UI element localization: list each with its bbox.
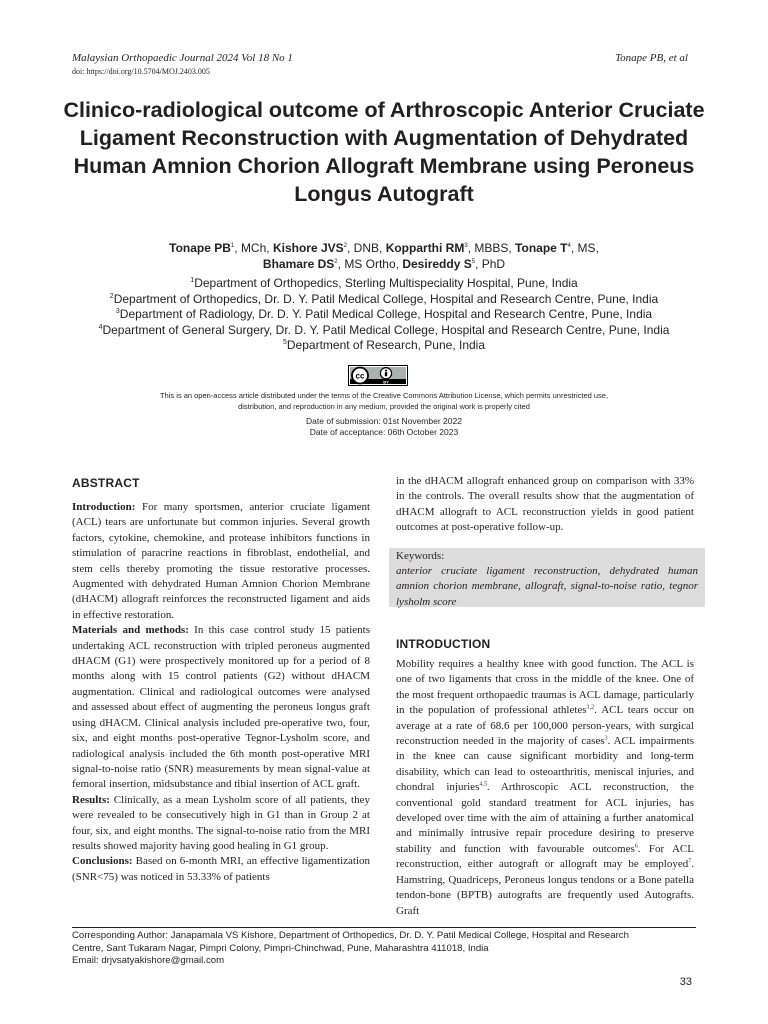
citation: 6 xyxy=(634,843,638,850)
keywords-text: anterior cruciate ligament reconstruction, dehydrated human amnion chorion membrane, allograft, signal-to-noise ratio, tegnor lysholm score xyxy=(396,565,698,608)
running-author: Tonape PB, et al xyxy=(615,52,688,64)
keywords-label: Keywords: xyxy=(396,550,445,562)
article-dates xyxy=(100,416,668,438)
abstract-heading: ABSTRACT xyxy=(72,476,140,490)
affiliation: $^3$Department of Radiology, Dr. D. Y. Patil Medical College, Hospital and Research Centre, Pune, India xyxy=(115,307,653,321)
author: Tonape $PB^1$, MCh, xyxy=(169,241,273,255)
citation: 3 xyxy=(604,735,608,742)
affiliation: $^4$Department of General Surgery, Dr. D. Y. Patil Medical College, Hospital and Research Centre, Pune, India xyxy=(98,322,670,337)
author-list xyxy=(60,240,708,272)
abstract-methods: Materials and methods: In this case control study 15 patients undertaking ACL reconstruction with tripled peroneus augmented dHACM (G1) were prospectively monitored up for a period of 8 months along with 15 control patients (G2) without dHACM augmentation. Clinical and radiological outcomes were analysed and assessed about effect of augmenting the peroneus longus graft using dHACM. Clinical analysis included pre-operative two, four, six, and eight months post-operative Tegnor-Lysholm score, and radiological analysis included the 6th month post-operative MRI signal-to-noise ratio (SNR) measurements by mean signal-value at femoral insertion, midsubstance and tibial insertion of ACL graft. xyxy=(72,624,370,791)
introduction-body: Mobility requires a healthy knee with good function. The ACL is one of two ligaments that cross in the middle of the knee. One of the most frequent orthopaedic traumas is ACL damage, particularly in the population of professional athletes$^{1,2}$. ACL tears occur on average at a rate of 68.6 per 100,000 person-years, with surgical reconstruction needed in the majority of cases$^3$. ACL impairments in the knee can cause significant morbidity and long-term disability, which can lead to osteoarthritis, meniscal injuries, and chondral injuries$^{4,5}$. Arthroscopic ACL reconstruction, the conventional gold standard treatment for ACL injuries, has developed over time with the aim of attaining a further anatomical and minimally intrusive repair procedure desiring to preserve stability and function with favourable outcomes$^6$. For ACL reconstruction, either autograft or allograft may be employed$^7$. Hamstring, Quadriceps, Peroneus longus tendons or a Bone patella tendon-bone (BPTB) autografts are frequently used Autografts. Graft xyxy=(396,658,695,917)
cc-by-license-icon[interactable] xyxy=(348,365,408,386)
affiliation: $^2$Department of Orthopedics, Dr. D. Y. Patil Medical College, Hospital and Research Centre, Pune, India xyxy=(109,291,659,306)
abstract-conclusions-continued: in the dHACM allograft enhanced group on comparison with 33% in the controls. The overall results show that the augmentation of dHACM allograft to ACL reconstruction yields in good patient outcomes at post-operative follow-up. xyxy=(396,475,694,534)
corresponding-email: Email: drjvsatyakishore@gmail.com xyxy=(72,955,225,966)
abstract-introduction: Introduction: For many sportsmen, anterior cruciate ligament (ACL) tears are unfortunate but common injuries. Several growth factors, cytokine, chemokine, and protease inhibitors functions in stimulation of paracrine reactions in fibroblast, endothelial, and stem cells thereby promoting the tissue restorative processes. Augmented with dehydrated Human Amnion Chorion Membrane (dHACM) allograft reinforces the reconstructed ligament and aids in effective restoration. xyxy=(72,501,371,621)
footer-divider xyxy=(72,927,696,928)
author: Kopparthi $RM^3$, MBBS, xyxy=(385,241,516,255)
abstract-conclusions: Conclusions: Based on 6-month MRI, an effective ligamentization (SNR<75) was noticed in 53.33% of patients xyxy=(72,855,371,883)
license-note: This is an open-access article distributed under the terms of the Creative Commons Attribution License, which permits unrestricted use, distribution, and reproduction in any medium, provided the original work is properly cited xyxy=(159,391,609,411)
journal-citation: Malaysian Orthopaedic Journal 2024 Vol 18 No 1 xyxy=(72,52,293,64)
cc-by-label: BY xyxy=(383,379,389,385)
affiliation: $^1$Department of Orthopedics, Sterling Multispeciality Hospital, Pune, India xyxy=(190,276,578,290)
author: Desireddy $S^5$, PhD xyxy=(402,257,506,271)
submission-date: Date of submission: 01st November 2022 xyxy=(306,416,462,426)
acceptance-date: Date of acceptance: 06th October 2023 xyxy=(309,427,459,437)
author: Tonape $T^4$, MS, xyxy=(515,241,599,255)
keywords-box xyxy=(389,548,705,607)
abstract-results: Results: Clinically, as a mean Lysholm score of all patients, they were revealed to be consecutively high in G1 than in Group 2 at four, six, and eight months. The signal-to-noise ratio from the MRI results showed majority having good healing in G1 group. xyxy=(72,793,370,852)
page-number: 33 xyxy=(679,976,692,988)
doi-link[interactable]: doi: https://doi.org/10.5704/MOJ.2403.005 xyxy=(72,67,210,76)
article-title: Clinico-radiological outcome of Arthroscopic Anterior Cruciate Ligament Reconstruction with Augmentation of Dehydrated Human Amnion Chorion Allograft Membrane using Peroneus Longus Autograft xyxy=(63,98,705,206)
abstract-body xyxy=(72,500,370,885)
svg-text:cc: cc xyxy=(355,371,365,381)
citation: 7 xyxy=(688,858,692,865)
author: Bhamare $DS^2$, MS Ortho, xyxy=(262,257,403,271)
corresponding-author-note: Corresponding Author: Janapamala VS Kishore, Department of Orthopedics, Dr. D. Y. Patil Medical College, Hospital and Research Centre, Sant Tukaram Nagar, Pimpri Colony, Pimpri-Chinchwad, Pune, Maharashtra 411018, India Email: drjvsatyakishore@gmail.com xyxy=(72,930,702,968)
author: Kishore JVS$^2$, DNB, xyxy=(272,241,386,255)
citation: 4,5 xyxy=(479,781,487,788)
affiliation-list xyxy=(40,276,728,354)
introduction-heading: INTRODUCTION xyxy=(396,637,491,651)
citation: 1,2 xyxy=(586,704,595,711)
affiliation: $^5$Department of Research, Pune, India xyxy=(282,338,486,352)
